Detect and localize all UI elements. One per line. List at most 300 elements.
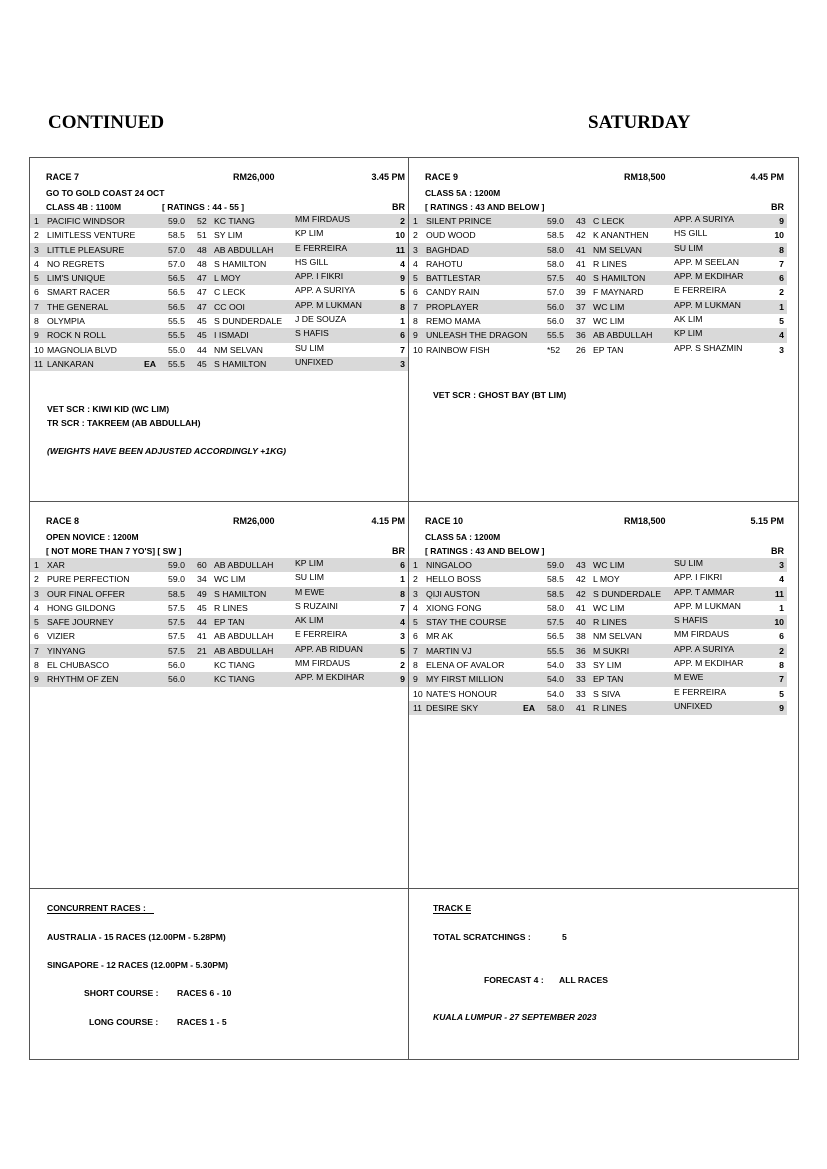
horse-rating: 47 (197, 301, 207, 312)
horse-name: NINGALOO (426, 560, 472, 570)
trainer-name: AB ABDULLAH (214, 560, 274, 570)
barrier-header: BR (771, 546, 784, 556)
race-title: GO TO GOLD COAST 24 OCT (46, 188, 165, 198)
runner-number: 4 (413, 258, 418, 269)
forecast-value: ALL RACES (559, 975, 609, 985)
horse-rating: 40 (576, 617, 586, 628)
horse-name: PACIFIC WINDSOR (47, 216, 126, 226)
trainer-name: C LECK (593, 216, 625, 226)
horse-name: MARTIN VJ (426, 645, 472, 656)
runner-row (30, 572, 408, 586)
runner-row (30, 300, 408, 314)
carried-weight: 57.0 (547, 287, 564, 298)
jockey-name: APP. A SURIYA (674, 214, 735, 224)
horse-name: LANKARAN (47, 358, 94, 369)
horse-name: OUR FINAL OFFER (47, 588, 125, 599)
carried-weight: 58.0 (547, 702, 564, 713)
runner-number: 2 (413, 230, 418, 241)
horse-name: CANDY RAIN (426, 287, 480, 298)
runner-number: 6 (34, 287, 39, 298)
horse-rating: 51 (197, 230, 207, 241)
runner-number: 5 (413, 273, 418, 284)
trainer-name: KC TIANG (214, 674, 255, 685)
horse-rating: 52 (197, 216, 207, 226)
horse-name: REMO MAMA (426, 316, 481, 327)
horse-name: OLYMPIA (47, 316, 85, 327)
barrier-draw: 7 (400, 344, 405, 355)
track-label: TRACK E (433, 903, 472, 913)
runner-row (30, 228, 408, 242)
runner-number: 8 (34, 660, 39, 671)
jockey-name: APP. A SURIYA (295, 285, 356, 296)
barrier-draw: 8 (400, 588, 405, 599)
runner-number: 2 (413, 574, 418, 585)
horse-rating: 60 (197, 560, 207, 570)
runner-row (30, 615, 408, 629)
runner-number: 9 (413, 674, 418, 685)
jockey-name: APP. M EKDIHAR (674, 658, 744, 669)
horse-rating: 45 (197, 602, 207, 613)
race-7-panel (30, 172, 408, 371)
runner-number: 1 (34, 560, 39, 570)
barrier-header: BR (771, 202, 784, 212)
carried-weight: 57.5 (168, 602, 185, 613)
runner-row (409, 314, 787, 328)
short-course-label: SHORT COURSE : (84, 988, 159, 998)
carried-weight: 56.0 (547, 301, 564, 312)
carried-weight: 57.5 (168, 631, 185, 642)
horse-name: STAY THE COURSE (426, 617, 507, 628)
race-purse: RM26,000 (233, 172, 275, 182)
jockey-name: AK LIM (674, 314, 703, 325)
race-number: RACE 10 (425, 516, 464, 526)
runner-list (30, 214, 408, 371)
runner-row (409, 300, 787, 314)
horse-name: RAHOTU (426, 258, 463, 269)
trainer-name: S HAMILTON (214, 588, 267, 599)
race-number: RACE 9 (425, 172, 459, 182)
runner-number: 2 (34, 574, 39, 585)
runner-number: 5 (34, 617, 39, 628)
runner-number: 3 (413, 244, 418, 255)
race-number: RACE 7 (46, 172, 80, 182)
runner-number: 8 (34, 316, 39, 327)
barrier-draw: 11 (774, 588, 784, 599)
jockey-name: SU LIM (295, 342, 324, 353)
carried-weight: *52 (547, 344, 561, 355)
jockey-name: APP. M LUKMAN (674, 299, 741, 310)
trainer-name: L MOY (593, 574, 620, 585)
scratching-note: VET SCR : KIWI KID (WC LIM) (47, 404, 170, 414)
horse-rating: 47 (197, 273, 207, 284)
runner-number: 4 (34, 258, 39, 269)
race-conditions: [ NOT MORE THAN 7 YO'S] [ SW ] (46, 546, 182, 556)
runner-row (30, 214, 408, 228)
horse-name: BAGHDAD (426, 244, 469, 255)
horse-name: LITTLE PLEASURE (47, 244, 125, 255)
horse-rating: 45 (197, 358, 207, 369)
runner-number: 3 (413, 588, 418, 599)
horse-rating: 41 (576, 244, 586, 255)
jockey-name: APP. M EKDIHAR (295, 672, 365, 683)
jockey-name: MM FIRDAUS (295, 658, 351, 669)
trainer-name: AB ABDULLAH (593, 330, 653, 341)
race-9-panel (409, 172, 787, 357)
runner-row (30, 357, 408, 371)
race-purse: RM18,500 (624, 516, 666, 526)
runner-number: 8 (413, 316, 418, 327)
runner-number: 1 (413, 216, 418, 226)
barrier-draw: 2 (779, 645, 784, 656)
horse-name: PURE PERFECTION (47, 574, 130, 585)
horse-rating: 43 (576, 216, 586, 226)
scratching-note: VET SCR : GHOST BAY (BT LIM) (433, 390, 567, 400)
barrier-draw: 8 (779, 660, 784, 671)
carried-weight: 57.5 (547, 273, 564, 284)
trainer-name: S DUNDERDALE (593, 588, 662, 599)
jockey-name: KP LIM (674, 328, 703, 339)
heading-saturday: SATURDAY (588, 112, 691, 133)
race-ratings: [ RATINGS : 43 AND BELOW ] (425, 202, 545, 212)
jockey-name: UNFIXED (674, 700, 713, 711)
carried-weight: 55.5 (168, 330, 185, 341)
jockey-name: E FERREIRA (674, 686, 727, 697)
barrier-draw: 7 (779, 674, 784, 685)
carried-weight: 59.0 (168, 560, 185, 570)
race-time: 4.45 PM (750, 172, 784, 182)
runner-row (30, 314, 408, 328)
carried-weight: 56.0 (168, 660, 185, 671)
trainer-name: S DUNDERDALE (214, 316, 283, 327)
trainer-name: M SUKRI (593, 645, 630, 656)
race-time: 3.45 PM (371, 172, 405, 182)
barrier-draw: 10 (395, 230, 405, 241)
horse-rating: 41 (576, 258, 586, 269)
runner-number: 11 (413, 702, 423, 713)
barrier-draw: 4 (400, 617, 405, 628)
runner-number: 9 (413, 330, 418, 341)
runner-number: 10 (413, 688, 423, 699)
barrier-draw: 8 (779, 244, 784, 255)
footer-location-date: KUALA LUMPUR - 27 SEPTEMBER 2023 (433, 1012, 597, 1022)
jockey-name: E FERREIRA (674, 285, 727, 296)
barrier-draw: 6 (400, 330, 405, 341)
heading-continued: CONTINUED (48, 112, 165, 133)
runner-row (30, 558, 408, 572)
jockey-name: E FERREIRA (295, 242, 348, 253)
trainer-name: S HAMILTON (214, 258, 267, 269)
runner-row (409, 672, 787, 686)
runner-number: 7 (34, 301, 39, 312)
horse-name: HELLO BOSS (426, 574, 482, 585)
horse-rating: 41 (576, 702, 586, 713)
barrier-draw: 1 (400, 574, 405, 585)
race-9-scratchings (433, 388, 566, 402)
runner-number: 10 (34, 344, 44, 355)
runner-row (409, 601, 787, 615)
horse-name: RHYTHM OF ZEN (47, 674, 119, 685)
horse-name: SAFE JOURNEY (47, 617, 114, 628)
runner-row (409, 343, 787, 357)
horse-rating: 45 (197, 316, 207, 327)
barrier-draw: 7 (779, 258, 784, 269)
race-8-panel (30, 516, 408, 687)
jockey-name: APP. I FIKRI (295, 271, 344, 282)
horse-name: SMART RACER (47, 287, 110, 298)
horse-rating: 48 (197, 244, 207, 255)
runner-row (30, 672, 408, 686)
trainer-name: R LINES (593, 258, 627, 269)
forecast-label: FORECAST 4 : (484, 975, 544, 985)
runner-number: 6 (413, 287, 418, 298)
runner-number: 4 (413, 602, 418, 613)
horse-name: NATE'S HONOUR (426, 688, 498, 699)
horse-name: BATTLESTAR (426, 273, 481, 284)
horse-rating: 33 (576, 660, 586, 671)
barrier-draw: 4 (779, 574, 784, 585)
trainer-name: EP TAN (593, 674, 624, 685)
jockey-name: MM FIRDAUS (295, 214, 351, 224)
race-7-scratchings (47, 402, 286, 458)
barrier-draw: 3 (779, 344, 784, 355)
runner-number: 7 (34, 645, 39, 656)
runner-row (409, 701, 787, 715)
horse-rating: 33 (576, 688, 586, 699)
carried-weight: 56.0 (547, 316, 564, 327)
horse-name: YINYANG (47, 645, 86, 656)
horse-rating: 36 (576, 330, 586, 341)
horse-rating: 33 (576, 674, 586, 685)
horse-name: THE GENERAL (47, 301, 109, 312)
runner-number: 3 (34, 244, 39, 255)
carried-weight: 55.0 (168, 344, 185, 355)
carried-weight: 58.5 (168, 588, 185, 599)
runner-number: 5 (413, 617, 418, 628)
horse-name: NO REGRETS (47, 258, 105, 269)
horse-rating: 26 (576, 344, 586, 355)
track-info-panel (433, 903, 793, 1022)
barrier-draw: 6 (400, 560, 405, 570)
barrier-draw: 5 (400, 645, 405, 656)
barrier-draw: 5 (779, 316, 784, 327)
runner-row (30, 644, 408, 658)
horizontal-divider (30, 501, 798, 502)
horse-rating: 48 (197, 258, 207, 269)
race-purse: RM26,000 (233, 516, 275, 526)
trainer-name: KC TIANG (214, 216, 255, 226)
trainer-name: R LINES (593, 617, 627, 628)
race-10-panel (409, 516, 787, 715)
weight-note: (WEIGHTS HAVE BEEN ADJUSTED ACCORDINGLY +1KG) (47, 446, 287, 456)
jockey-name: J DE SOUZA (295, 314, 347, 325)
horizontal-divider (30, 888, 798, 889)
horse-name: MR AK (426, 631, 454, 642)
jockey-name: M EWE (674, 672, 704, 683)
runner-number: 11 (34, 358, 44, 369)
runner-list (409, 558, 787, 715)
trainer-name: EP TAN (214, 617, 245, 628)
australia-races: AUSTRALIA - 15 RACES (12.00PM - 5.28PM) (47, 932, 226, 942)
barrier-draw: 9 (400, 674, 405, 685)
barrier-draw: 5 (400, 287, 405, 298)
race-ratings: [ RATINGS : 43 AND BELOW ] (425, 546, 545, 556)
race-class: OPEN NOVICE : 1200M (46, 532, 139, 542)
jockey-name: KP LIM (295, 558, 324, 568)
trainer-name: KC TIANG (214, 660, 255, 671)
horse-name: OUD WOOD (426, 230, 476, 241)
runner-row (30, 601, 408, 615)
runner-row (409, 228, 787, 242)
runner-number: 4 (34, 602, 39, 613)
carried-weight: 58.0 (547, 244, 564, 255)
runner-row (409, 214, 787, 228)
barrier-draw: 5 (779, 688, 784, 699)
runner-row (409, 271, 787, 285)
horse-rating: 45 (197, 330, 207, 341)
jockey-name: APP. I FIKRI (674, 572, 723, 583)
trainer-name: SY LIM (214, 230, 243, 241)
jockey-name: APP. M LUKMAN (295, 299, 362, 310)
trainer-name: F MAYNARD (593, 287, 644, 298)
horse-rating: 43 (576, 560, 586, 570)
trainer-name: WC LIM (214, 574, 246, 585)
carried-weight: 59.0 (168, 216, 185, 226)
trainer-name: S HAMILTON (593, 273, 646, 284)
carried-weight: 56.5 (168, 301, 185, 312)
barrier-draw: 8 (400, 301, 405, 312)
trainer-name: C LECK (214, 287, 246, 298)
jockey-name: APP. T AMMAR (674, 586, 735, 597)
horse-rating: 42 (576, 230, 586, 241)
trainer-name: K ANANTHEN (593, 230, 649, 241)
horse-name: PROPLAYER (426, 301, 479, 312)
horse-name: DESIRE SKY (426, 702, 479, 713)
jockey-name: M EWE (295, 586, 325, 597)
runner-row (409, 658, 787, 672)
runner-list (409, 214, 787, 357)
jockey-name: UNFIXED (295, 356, 334, 367)
trainer-name: NM SELVAN (593, 244, 642, 255)
trainer-name: R LINES (214, 602, 248, 613)
runner-number: 9 (34, 674, 39, 685)
barrier-draw: 10 (774, 230, 784, 241)
horse-rating: 38 (576, 631, 586, 642)
runner-number: 7 (413, 645, 418, 656)
runner-row (409, 558, 787, 572)
barrier-draw: 2 (400, 216, 405, 226)
horse-name: MAGNOLIA BLVD (47, 344, 117, 355)
emergency-acceptor-flag: EA (144, 358, 157, 369)
carried-weight: 58.5 (547, 574, 564, 585)
horse-rating: 41 (576, 602, 586, 613)
barrier-draw: 2 (779, 287, 784, 298)
trainer-name: AB ABDULLAH (214, 645, 274, 656)
barrier-draw: 7 (400, 602, 405, 613)
runner-number: 9 (34, 330, 39, 341)
scratchings-value: 5 (562, 932, 567, 942)
runner-row (30, 343, 408, 357)
barrier-draw: 11 (395, 244, 405, 255)
horse-name: UNLEASH THE DRAGON (426, 330, 528, 341)
barrier-draw: 1 (400, 316, 405, 327)
runner-list (30, 558, 408, 687)
horse-rating: 41 (197, 631, 207, 642)
trainer-name: CC OOI (214, 301, 245, 312)
runner-number: 7 (413, 301, 418, 312)
trainer-name: WC LIM (593, 560, 625, 570)
horse-rating: 37 (576, 301, 586, 312)
runner-row (30, 587, 408, 601)
horse-rating: 44 (197, 344, 207, 355)
jockey-name: APP. S SHAZMIN (674, 342, 743, 353)
carried-weight: 57.0 (168, 244, 185, 255)
concurrent-races-title: CONCURRENT RACES : (47, 903, 154, 914)
horse-rating: 36 (576, 645, 586, 656)
runner-number: 6 (34, 631, 39, 642)
runner-row (409, 687, 787, 701)
horse-name: XIONG FONG (426, 602, 482, 613)
horse-rating: 42 (576, 574, 586, 585)
horse-name: QIJI AUSTON (426, 588, 480, 599)
carried-weight: 58.0 (547, 258, 564, 269)
barrier-draw: 3 (400, 358, 405, 369)
carried-weight: 59.0 (547, 560, 564, 570)
runner-number: 1 (413, 560, 418, 570)
horse-name: RAINBOW FISH (426, 344, 490, 355)
trainer-name: S HAMILTON (214, 358, 267, 369)
horse-name: LIM'S UNIQUE (47, 273, 106, 284)
runner-number: 10 (413, 344, 423, 355)
race-ratings: [ RATINGS : 44 - 55 ] (162, 202, 245, 212)
runner-number: 3 (34, 588, 39, 599)
race-class: CLASS 5A : 1200M (425, 532, 501, 542)
carried-weight: 57.5 (168, 645, 185, 656)
emergency-acceptor-flag: EA (523, 702, 536, 713)
carried-weight: 55.5 (168, 316, 185, 327)
horse-rating: 42 (576, 588, 586, 599)
singapore-races: SINGAPORE - 12 RACES (12.00PM - 5.30PM) (47, 960, 228, 970)
long-course-value: RACES 1 - 5 (177, 1017, 227, 1027)
horse-rating: 49 (197, 588, 207, 599)
race-time: 4.15 PM (371, 516, 405, 526)
horse-name: MY FIRST MILLION (426, 674, 504, 685)
trainer-name: AB ABDULLAH (214, 631, 274, 642)
short-course-value: RACES 6 - 10 (177, 988, 232, 998)
barrier-header: BR (392, 546, 405, 556)
jockey-name: APP. M EKDIHAR (674, 271, 744, 282)
trainer-name: NM SELVAN (214, 344, 263, 355)
horse-rating: 47 (197, 287, 207, 298)
jockey-name: APP. M SEELAN (674, 256, 740, 267)
runner-number: 2 (34, 230, 39, 241)
race-purse: RM18,500 (624, 172, 666, 182)
barrier-draw: 3 (400, 631, 405, 642)
trainer-name: WC LIM (593, 602, 625, 613)
trainer-name: AB ABDULLAH (214, 244, 274, 255)
carried-weight: 56.0 (168, 674, 185, 685)
jockey-name: S HAFIS (674, 615, 708, 626)
runner-row (30, 257, 408, 271)
carried-weight: 57.0 (168, 258, 185, 269)
jockey-name: E FERREIRA (295, 629, 348, 640)
carried-weight: 59.0 (547, 216, 564, 226)
jockey-name: SU LIM (295, 572, 324, 583)
jockey-name: SU LIM (674, 558, 703, 568)
runner-number: 6 (413, 631, 418, 642)
horse-name: LIMITLESS VENTURE (47, 230, 136, 241)
trainer-name: S SIVA (593, 688, 621, 699)
trainer-name: WC LIM (593, 316, 625, 327)
